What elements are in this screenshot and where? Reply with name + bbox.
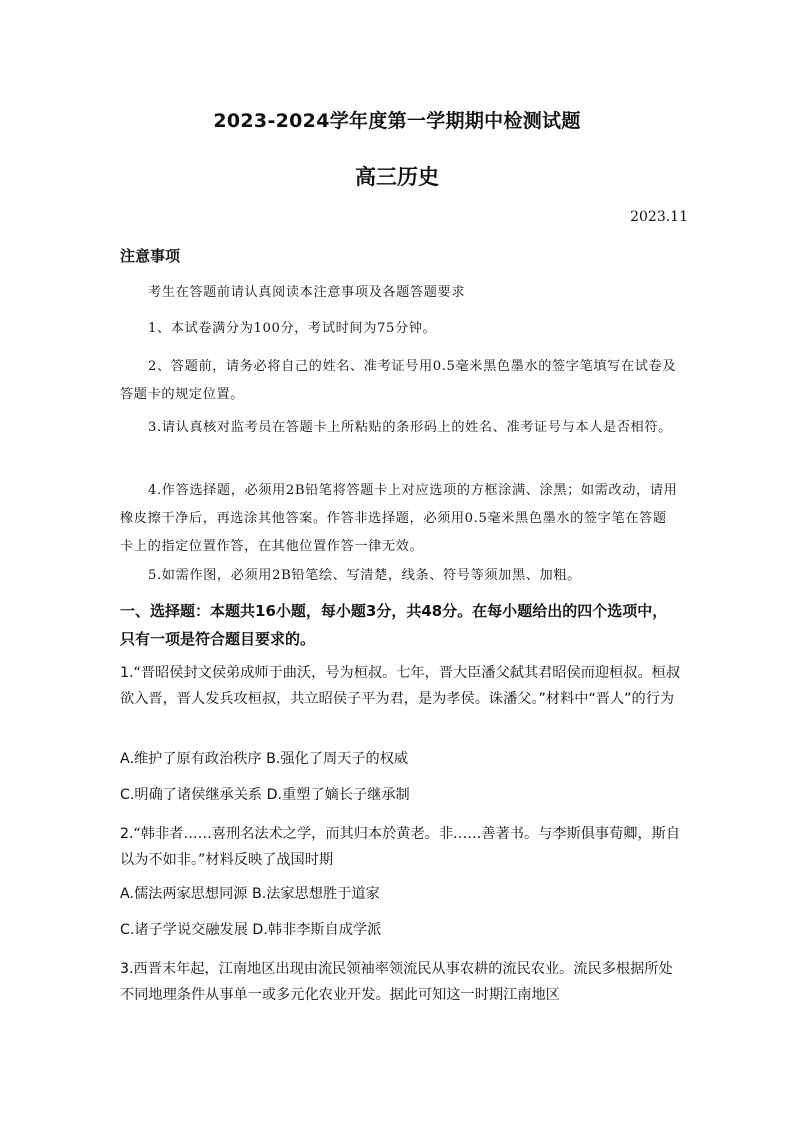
notes-item-5: 5.如需作图，必须用2B铅笔绘、写清楚，线条、符号等须加黑、加粗。	[148, 568, 581, 583]
notes-item-4: 4.作答选择题，必须用2B铅笔将答题卡上对应选项的方框涂满、涂黑；如需改动，请用橡皮擦干净后，再选涂其他答案。作答非选择题，必须用0.5毫米黑色墨水的签字笔在答题卡上的指定位置作答，在其他位置作答一律无效。	[120, 483, 678, 554]
notes-item-1: 1、本试卷满分为100分，考试时间为75分钟。	[148, 321, 437, 336]
question-3-stem: 3.西晋末年起，江南地区出现由流民领袖率领流民从事农耕的流民农业。流民多根据所处不同地理条件从事单一或多元化农业开发。据此可知这一时期江南地区	[120, 961, 673, 1003]
notes-heading: 注意事项	[120, 247, 181, 265]
question-2-options-row-1: A.儒法两家思想同源 B.法家思想胜于道家	[120, 886, 380, 902]
question-1-options-row-2: C.明确了诸侯继承关系 D.重塑了嫡长子继承制	[120, 787, 410, 803]
notes-item-2: 2、答题前，请务必将自己的姓名、准考证号用0.5毫米黑色墨水的签字笔填写在试卷及答题卡的规定位置。	[120, 359, 677, 402]
question-1-options-row-1: A.维护了原有政治秩序 B.强化了周天子的权威	[120, 751, 409, 767]
question-2-options-row-2: C.诸子学说交融发展 D.韩非李斯自成学派	[120, 922, 382, 938]
exam-date: 2023.11	[630, 209, 688, 225]
notes-item-3: 3.请认真核对监考员在答题卡上所粘贴的条形码上的姓名、准考证号与本人是否相符。	[148, 420, 672, 435]
notes-intro: 考生在答题前请认真阅读本注意事项及各题答题要求	[148, 285, 466, 300]
question-1-stem: 1.“晋昭侯封文侯弟成师于曲沃，号为桓叔。七年，晋大臣潘父弑其君昭侯而迎桓叔。桓叔欲入晋，晋人发兵攻桓叔，共立昭侯子平为君，是为孝侯。诛潘父。”材料中“晋人”的行为	[120, 665, 681, 707]
section-heading: 一、选择题：本题共16小题，每小题3分，共48分。在每小题给出的四个选项中，只有一项是符合题目要求的。	[120, 602, 668, 648]
question-2-stem: 2.“韩非者……喜刑名法术之学，而其归本於黄老。非……善著书。与李斯俱事荀卿，斯自以为不如非。”材料反映了战国时期	[120, 826, 681, 868]
exam-title: 2023-2024学年度第一学期期中检测试题	[213, 110, 581, 132]
exam-subject: 高三历史	[355, 165, 439, 189]
